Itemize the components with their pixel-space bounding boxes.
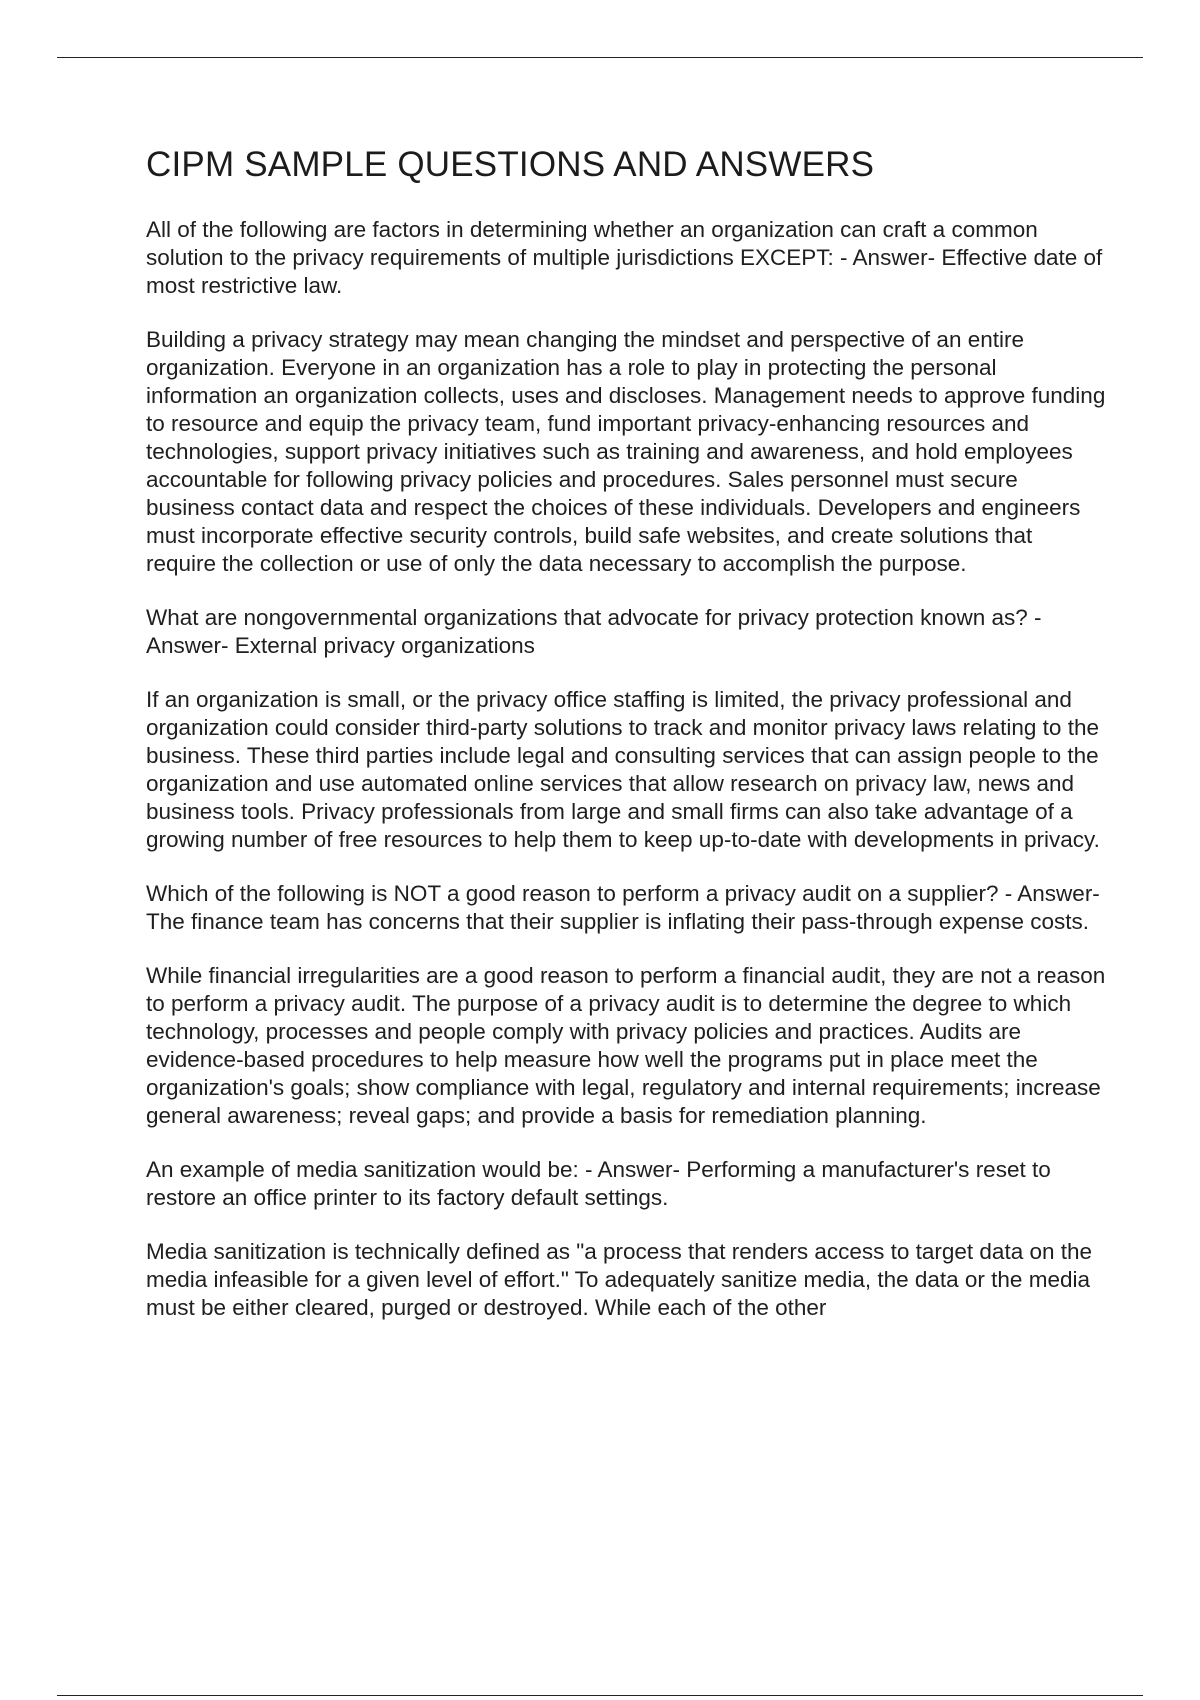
document-body [146,140,1106,1348]
question-paragraph: An example of media sanitization would be: - Answer- Performing a manufacturer's reset to restore an office printer to its factory default settings. [146,1157,1051,1210]
header-rule [57,57,1143,58]
explanation-paragraph: While financial irregularities are a good reason to perform a financial audit, they are not a reason to perform a privacy audit. The purpose of a privacy audit is to determine the degree to which technology, processes and people comply with privacy policies and practices. Audits are evidence-based procedures to help measure how well the programs put in place meet the organization's goals; show compliance with legal, regulatory and internal requirements; increase general awareness; reveal gaps; and provide a basis for remediation planning. [146,963,1106,1128]
explanation-paragraph: Media sanitization is technically defined as "a process that renders access to target data on the media infeasible for a given level of effort." To adequately sanitize media, the data or the media must be either cleared, purged or destroyed. While each of the other [146,1239,1093,1320]
explanation-paragraph: Building a privacy strategy may mean changing the mindset and perspective of an entire organization. Everyone in an organization has a role to play in protecting the personal information an organization collects, uses and discloses. Management needs to approve funding to resource and equip the privacy team, fund important privacy-enhancing resources and technologies, support privacy initiatives such as training and awareness, and hold employees accountable for following privacy policies and procedures. Sales personnel must secure business contact data and respect the choices of these individuals. Developers and engineers must incorporate effective security controls, build safe websites, and create solutions that require the collection or use of only the data necessary to accomplish the purpose. [146,327,1106,576]
footer-rule [57,1695,1143,1696]
explanation-paragraph: If an organization is small, or the privacy office staffing is limited, the privacy professional and organization could consider third-party solutions to track and monitor privacy laws relating to the business. These third parties include legal and consulting services that can assign people to the organization and use automated online services that allow research on privacy law, news and business tools. Privacy professionals from large and small firms can also take advantage of a growing number of free resources to help them to keep up-to-date with developments in privacy. [146,687,1100,852]
question-paragraph: Which of the following is NOT a good reason to perform a privacy audit on a supplier? - Answer- The finance team has concerns that their supplier is inflating their pass-through expense costs. [146,881,1100,934]
question-paragraph: All of the following are factors in determining whether an organization can craft a common solution to the privacy requirements of multiple jurisdictions EXCEPT: - Answer- Effective date of most restrictive law. [146,217,1103,298]
page-title: CIPM SAMPLE QUESTIONS AND ANSWERS [146,145,875,184]
question-paragraph: What are nongovernmental organizations that advocate for privacy protection known as? - Answer- External privacy organizations [146,605,1042,658]
